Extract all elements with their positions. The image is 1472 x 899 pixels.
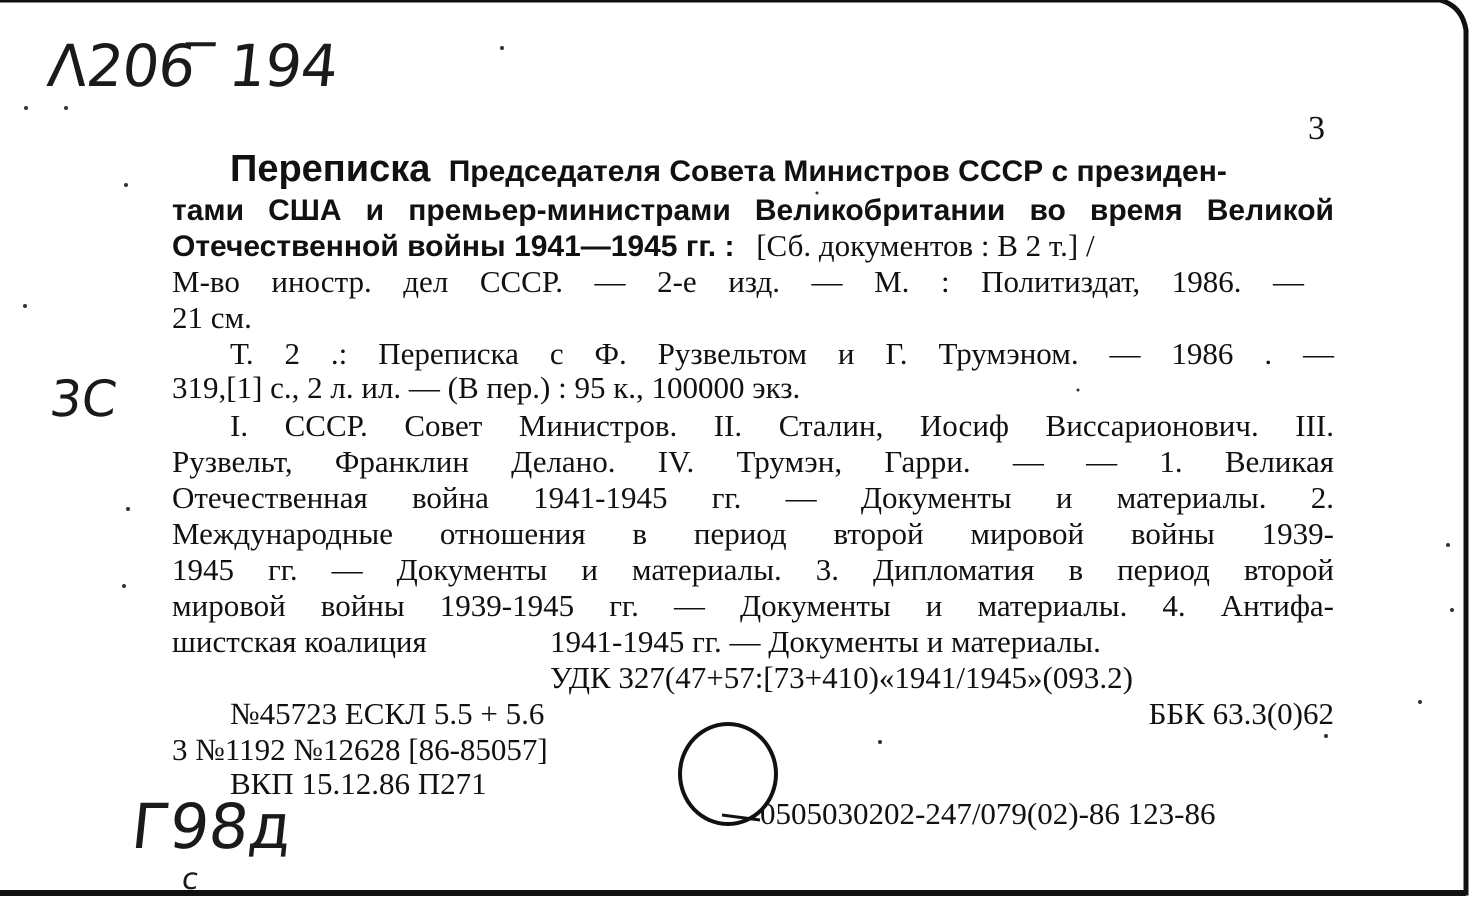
subject-line: 1945 гг. — Документы и материалы. 3. Дипломатия в период второй <box>172 552 1334 587</box>
handwritten-call-number <box>44 32 340 100</box>
publisher-code: 0505030202-247/079(02)-86 123-86 <box>760 796 1216 831</box>
title-line-3 <box>172 230 1334 262</box>
bbk-code: ББК 63.3(0)62 <box>1148 696 1334 731</box>
title-line-3-bold: Отечественной войны 1941—1945 гг. : <box>172 230 735 263</box>
subject-line: Рузвельт, Франклин Делано. IV. Трумэн, Гарри. — — 1. Великая <box>172 444 1334 479</box>
title-heading-word: Переписка <box>230 148 431 190</box>
subject-line: Отечественная война 1941-1945 гг. — Документы и материалы. 2. <box>172 480 1334 515</box>
title-line-2: тами США и премьер-министрами Великобритании во время Великой <box>172 194 1334 227</box>
publication-line: М-во иностр. дел СССР. — 2-е изд. — М. : Политиздат, 1986. — <box>172 264 1304 299</box>
title-line-1 <box>230 150 1334 188</box>
title-line-1-rest: Председателя Совета Министров СССР с президен- <box>448 155 1227 188</box>
subject-line: I. СССР. Совет Министров. II. Сталин, Иосиф Виссарионович. III. <box>230 408 1334 443</box>
subject-line-last-b: 1941-1945 гг. — Документы и материалы. <box>550 624 1101 659</box>
vkp-code: ВКП 15.12.86 П271 <box>230 766 487 801</box>
handwritten-author-mark-text: Г98д <box>128 790 296 863</box>
stamp-circle <box>678 722 778 826</box>
handwritten-letter <box>180 862 200 897</box>
order-number: 3 №1192 №12628 [86-85057] <box>172 732 548 767</box>
handwritten-call-number-text: Λ206 ̅ 194 <box>44 32 341 100</box>
handwritten-shelf-mark <box>47 370 120 428</box>
title-line-3-rest: [Сб. документов : В 2 т.] / <box>756 228 1095 263</box>
subject-line: мировой войны 1939-1945 гг. — Документы и материалы. 4. Антифа- <box>172 588 1334 623</box>
subject-line-last-a: шистская коалиция <box>172 624 427 659</box>
card-number: 3 <box>1308 110 1325 147</box>
handwritten-shelf-mark-text: 3C <box>46 370 120 428</box>
eskl-code: №45723 ЕСКЛ 5.5 + 5.6 <box>230 696 545 731</box>
udk-code: УДК 327(47+57:[73+410)«1941/1945»(093.2) <box>550 660 1133 695</box>
subject-line: Международные отношения в период второй мировой войны 1939- <box>172 516 1334 551</box>
volume-line-1: Т. 2 .: Переписка с Ф. Рузвельтом и Г. Трумэном. — 1986 . — <box>230 336 1334 371</box>
size-line: 21 см. <box>172 300 252 335</box>
handwritten-letter-text: с <box>180 862 201 897</box>
volume-line-2: 319,[1] с., 2 л. ил. — (В пер.) : 95 к., 100000 экз. <box>172 370 801 405</box>
